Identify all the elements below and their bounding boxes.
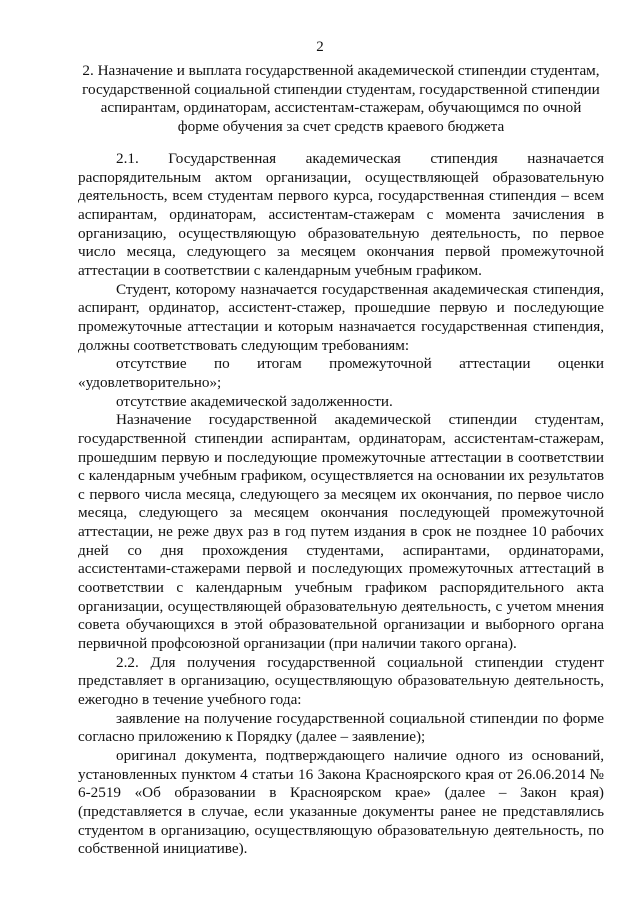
section-heading-line: государственной социальной стипендии студентам, государственной стипендии xyxy=(82,80,600,98)
section-heading-line: аспирантам, ординаторам, ассистентам-стажерам, обучающимся по очной xyxy=(100,99,582,117)
paragraph-2-1: 2.1. Государственная академическая стипендия назначается распорядительным актом организации, осуществляющей образовательную деятельность, всем студентам первого курса, государственная стипендия – всем аспирантам, ординаторам, ассистентам-стажерам с момента зачисления в организацию, осуществляющую образовательную деятельность, по первое число месяца, следующего за месяцем окончания первой промежуточной аттестации в соответствии с календарным учебным графиком. xyxy=(78,150,604,279)
section-heading xyxy=(78,62,604,137)
paragraph-original-document: оригинал документа, подтверждающего наличие одного из оснований, установленных пунктом 4 статьи 16 Закона Красноярского края от 26.06.2014 № 6-2519 «Об образовании в Красноярском крае» (далее – Закон края) (представляется в случае, если указанные документы ранее не представлялись студентом в организацию, осуществляющую образовательную деятельность, по собственной инициативе). xyxy=(78,747,604,858)
paragraph-assignment-procedure: Назначение государственной академической стипендии студентам, государственной стипендии аспирантам, ординаторам, ассистентам-стажерам, прошедшим первую и последующие промежуточные аттестации в соответствии с календарным учебным графиком, осуществляется на основании их результатов с первого числа месяца, следующего за месяцем их окончания, по первое число месяца, следующего за месяцем окончания последующей промежуточной аттестации, не реже двух раз в год путем издания в срок не позднее 10 рабочих дней со дня прохождения студентами, аспирантами, ординаторами, ассистентами-стажерами первой и последующих промежуточных аттестаций в соответствии с календарным учебным графиком распорядительного акта организации, осуществляющей образовательную деятельность, с учетом мнения совета обучающихся в этой образовательной организации и выборного органа первичной профсоюзной организации (при наличии такого органа). xyxy=(78,411,604,653)
section-heading-line: 2. Назначение и выплата государственной академической стипендии студентам, xyxy=(82,62,600,79)
paragraph-requirement-debt: отсутствие академической задолженности. xyxy=(116,392,393,410)
document-body xyxy=(78,150,604,859)
paragraph-student-requirements: Студент, которому назначается государственная академическая стипендия, аспирант, ординатор, ассистент-стажер, прошедшие первую и последующие промежуточные аттестации и которым назначается государственная стипендия, должны соответствовать следующим требованиям: xyxy=(78,280,604,354)
paragraph-application: заявление на получение государственной социальной стипендии по форме согласно приложению к Порядку (далее – заявление); xyxy=(78,709,604,746)
paragraph-requirement-grades: отсутствие по итогам промежуточной аттестации оценки «удовлетворительно»; xyxy=(78,355,604,391)
section-heading-line: форме обучения за счет средств краевого бюджета xyxy=(177,118,505,136)
paragraph-2-2: 2.2. Для получения государственной социальной стипендии студент представляет в организацию, осуществляющую образовательную деятельность, ежегодно в течение учебного года: xyxy=(78,653,604,709)
page-number: 2 xyxy=(316,39,324,55)
